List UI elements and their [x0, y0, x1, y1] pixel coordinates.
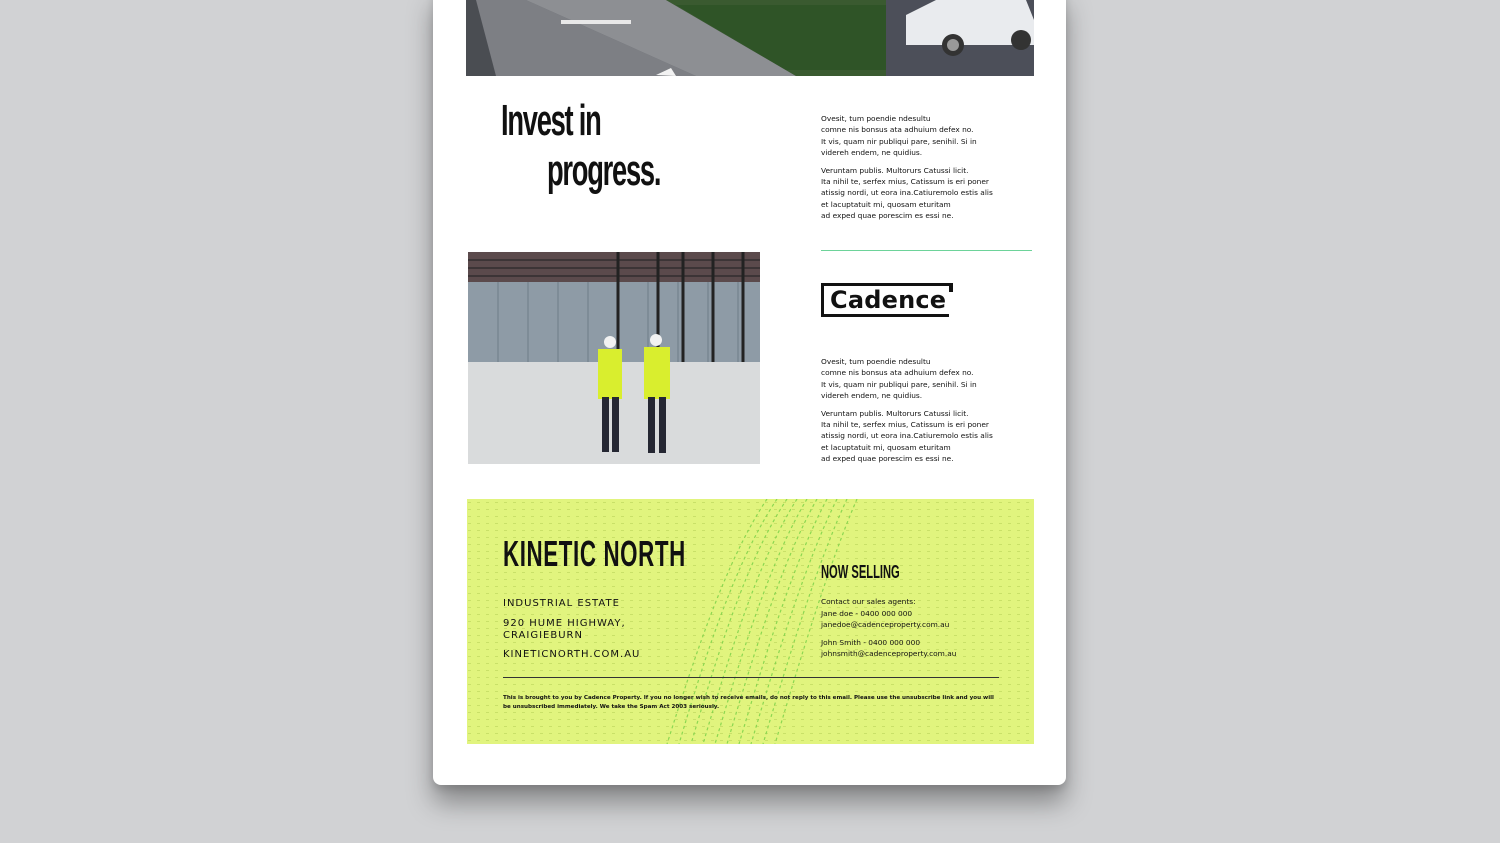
headline-line-2: progress. — [547, 146, 661, 195]
website-link[interactable]: KINETICNORTH.COM.AU — [503, 649, 641, 660]
agent-2-email[interactable]: johnsmith@cadenceproperty.com.au — [821, 649, 957, 659]
kinetic-north-wordmark: KINETIC NORTH — [503, 533, 686, 574]
intro-copy — [821, 113, 1031, 228]
contact-block — [821, 596, 956, 660]
headline-line-1: Invest in — [501, 96, 601, 145]
agent-2-phone: John Smith - 0400 000 000 — [821, 637, 921, 647]
hero-image-road-and-car — [466, 0, 1034, 76]
address-type: INDUSTRIAL ESTATE — [503, 598, 620, 609]
section-divider — [821, 250, 1032, 251]
agent-1-email[interactable]: janedoe@cadenceproperty.com.au — [821, 620, 950, 630]
cadence-copy — [821, 356, 1031, 471]
address-line-1: 920 HUME HIGHWAY, — [503, 618, 626, 629]
email-page — [433, 0, 1066, 785]
cadence-paragraph-2: Veruntam publis. Multorurs Catussi licit. Ita nihil te, serfex mius, Catissum is eri poner atissig nordi, ut eora ina.Catiuremolo estis alis et lacuptatuit mi, quosam eturitam ad exped quae porescim es essi ne. — [821, 408, 993, 464]
cadence-paragraph-1: Ovesit, tum poendie ndesultu comne nis bonsus ata adhuium defex no. It vis, quam nir publiqui pare, senihil. Si in videreh endem, ne quidius. — [821, 357, 977, 401]
intro-paragraph-1: Ovesit, tum poendie ndesultu comne nis bonsus ata adhuium defex no. It vis, quam nir publiqui pare, senihil. Si in videreh endem, ne quidius. — [821, 114, 977, 158]
cadence-logo-text: Cadence — [830, 286, 947, 314]
now-selling-heading: NOW SELLING — [821, 562, 900, 582]
photo-workers-in-warehouse — [468, 252, 760, 464]
agent-1-phone: Jane doe - 0400 000 000 — [821, 608, 913, 618]
contact-heading: Contact our sales agents: — [821, 597, 916, 606]
footer-band — [467, 499, 1034, 744]
headline — [501, 96, 730, 196]
cadence-logo — [821, 283, 949, 317]
unsubscribe-fine-print: This is brought to you by Cadence Property. If you no longer wish to receive emails, do not reply to this email. Please use the unsubscribe link and you will be unsubscribed immediately. We take the Spam Act 2003 seriously. — [503, 695, 994, 710]
address-line-2: CRAIGIEBURN — [503, 630, 583, 641]
intro-paragraph-2: Veruntam publis. Multorurs Catussi licit. Ita nihil te, serfex mius, Catissum is eri poner atissig nordi, ut eora ina.Catiuremolo estis alis et lacuptatuit mi, quosam eturitam ad exped quae porescim es essi ne. — [821, 165, 993, 221]
footer-rule — [503, 677, 999, 678]
